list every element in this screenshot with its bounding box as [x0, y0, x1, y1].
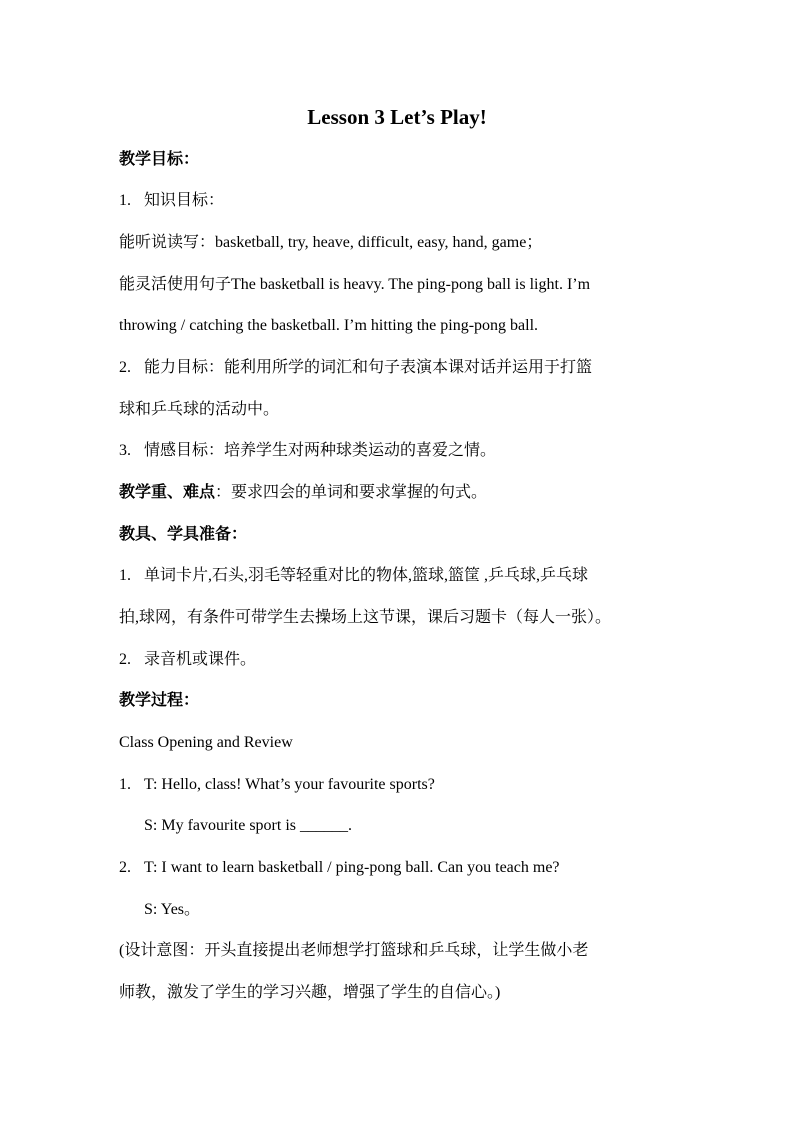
- objective-1-label: 知识目标：: [144, 192, 225, 209]
- dialog-2: [119, 856, 560, 880]
- objective-3-text: 情感目标：培养学生对两种球类运动的喜爱之情。: [144, 442, 497, 459]
- objective-2-text-line-1: 能力目标：能利用所学的词汇和句子表演本课对话并运用于打篮: [144, 359, 593, 376]
- materials-1: [119, 564, 588, 588]
- key-points: [119, 481, 487, 505]
- objective-3: [119, 439, 496, 463]
- materials-2-text: 录音机或课件。: [144, 651, 257, 668]
- materials-1-line-2: 拍,球网，有条件可带学生去操场上这节课，课后习题卡（每人一张）。: [119, 609, 612, 626]
- dialog-1-number: 1.: [119, 776, 131, 793]
- class-opening: Class Opening and Review: [119, 734, 293, 751]
- dialog-1: [119, 773, 435, 797]
- objectives-heading: 教学目标：: [119, 151, 200, 168]
- materials-heading: 教具、学具准备：: [119, 526, 248, 543]
- key-points-label: 教学重、难点: [119, 484, 216, 501]
- objective-1-number: 1.: [119, 192, 131, 209]
- dialog-2-teacher: T: I want to learn basketball / ping-pong ball. Can you teach me?: [144, 859, 560, 876]
- materials-2: [119, 648, 256, 672]
- design-intent-line-2: 师教，激发了学生的学习兴趣，增强了学生的自信心。): [119, 984, 501, 1001]
- dialog-1-teacher: T: Hello, class! What’s your favourite sports?: [144, 776, 435, 793]
- objective-2: [119, 356, 592, 380]
- dialog-2-number: 2.: [119, 859, 131, 876]
- vocab-line: 能听说读写：basketball, try, heave, difficult, easy, hand, game；: [119, 234, 543, 251]
- dialog-2-student: S: Yes。: [144, 901, 201, 918]
- design-intent-line-1: (设计意图：开头直接提出老师想学打篮球和乒乓球，让学生做小老: [119, 942, 589, 959]
- process-heading: 教学过程：: [119, 692, 200, 709]
- sentence-line-1: 能灵活使用句子The basketball is heavy. The ping-pong ball is light. I’m: [119, 276, 591, 293]
- dialog-1-student: S: My favourite sport is ______.: [144, 817, 352, 834]
- objective-3-number: 3.: [119, 442, 131, 459]
- key-points-text: ：要求四会的单词和要求掌握的句式。: [215, 484, 488, 501]
- objective-2-number: 2.: [119, 359, 131, 376]
- materials-2-number: 2.: [119, 651, 131, 668]
- objective-1: [119, 189, 224, 213]
- sentence-line-2: throwing / catching the basketball. I’m hitting the ping-pong ball.: [119, 317, 539, 334]
- materials-1-line-1: 单词卡片,石头,羽毛等轻重对比的物体,篮球,篮筐 ,乒乓球,乒乓球: [144, 567, 589, 584]
- materials-1-number: 1.: [119, 567, 131, 584]
- lesson-title: Lesson 3 Let’s Play!: [307, 105, 487, 129]
- objective-2-text-line-2: 球和乒乓球的活动中。: [119, 401, 280, 418]
